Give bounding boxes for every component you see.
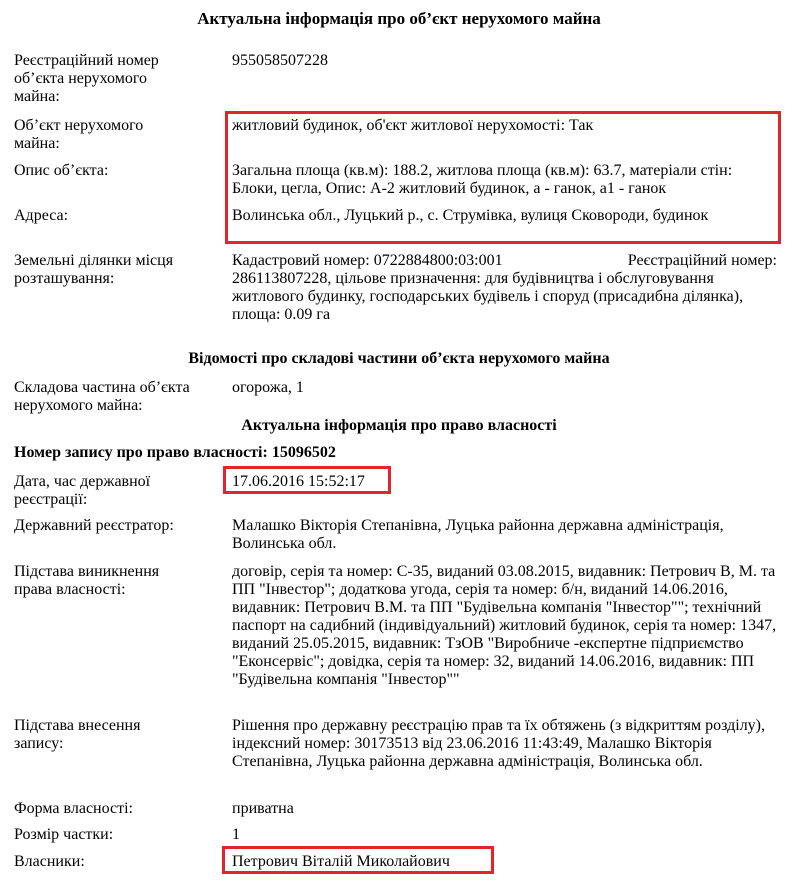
ownership-title: Актуальна інформація про право власності — [241, 417, 557, 434]
registrar-value: Малашко Вікторія Степанівна, Луцька районна державна адміністрація, Волинська обл. — [232, 517, 724, 552]
land-label: Земельні ділянки місця розташування: — [14, 252, 174, 287]
object-highlight-box — [225, 111, 781, 244]
reg-date-highlight-box — [223, 466, 391, 494]
owners-value: Петрович Віталій Миколайович — [232, 853, 450, 870]
reg-date-label: Дата, час державної реєстрації: — [14, 473, 151, 508]
reg-date-value: 17.06.2016 15:52:17 — [232, 473, 365, 490]
basis-value: договір, серія та номер: С-35, виданий 03.08.2015, видавник: Петрович В, М. та ПП "Інвестор"; додаткова угода, серія та номер: б/н, виданий 14.06.2016, видавник: Петрович В.М. та ПП "Будівельна компанія "Інвестор""; технічний паспорт на садибний (індивідуальний) житловий будинок, серія та номер: 1347, виданий 25.05.2015, видавник: ТзОВ "Виробниче -експертне підприємство "Еконсервіс"; довідка, серія та номер: 32, виданий 14.06.2016, видавник: ПП "Будівельна компанія "Інвестор"" — [232, 563, 777, 688]
owners-highlight-box — [222, 846, 494, 874]
reg-number-label: Реєстраційний номер об’єкта нерухомого майна: — [14, 52, 159, 105]
reg-number-value: 955058507228 — [232, 52, 328, 69]
entry-basis-value: Рішення про державну реєстрацію прав та їх обтяжень (з відкриттям розділу), індексний номер: 30173513 від 23.06.2016 11:43:49, Малашко Вікторія Степанівна, Луцька районна державна адміністрація, Волинська обл. — [232, 717, 765, 770]
object-value: житловий будинок, об'єкт житлової нерухомості: Так — [232, 117, 594, 134]
registrar-label: Державний реєстратор: — [14, 517, 174, 534]
object-label: Об’єкт нерухомого майна: — [14, 117, 144, 152]
land-cadastral: Кадастровий номер: 0722884800:03:001 — [232, 252, 503, 269]
description-label: Опис об’єкта: — [14, 162, 109, 179]
land-reg-label: Реєстраційний номер: — [627, 252, 777, 269]
components-title: Відомості про складові частини об’єкта нерухомого майна — [188, 350, 610, 367]
land-value — [232, 252, 777, 324]
share-value: 1 — [232, 826, 240, 843]
address-value: Волинська обл., Луцький р., с. Струмівка, вулиця Сковороди, будинок — [232, 207, 709, 224]
entry-basis-label: Підстава внесення запису: — [14, 717, 141, 752]
basis-label: Підстава виникнення права власності: — [14, 563, 160, 598]
land-details: 286113807228, цільове призначення: для будівництва і обслуговування житлового будинку, господарських будівель і споруд (присадибна ділянка), площа: 0.09 га — [232, 270, 744, 323]
description-value: Загальна площа (кв.м): 188.2, житлова площа (кв.м): 63.7, матеріали стін: Блоки, цегла, Опис: А-2 житловий будинок, а - ганок, а1 - ганок — [232, 162, 733, 197]
form-value: приватна — [232, 800, 294, 817]
component-label: Складова частина об’єкта нерухомого майна: — [14, 379, 190, 414]
form-label: Форма власності: — [14, 800, 133, 817]
page-title: Актуальна інформація про об’єкт нерухомого майна — [197, 9, 601, 28]
record-number: Номер запису про право власності: 15096502 — [14, 444, 336, 461]
share-label: Розмір частки: — [14, 826, 114, 843]
owners-label: Власники: — [14, 853, 85, 870]
component-value: огорожа, 1 — [232, 379, 304, 396]
address-label: Адреса: — [14, 207, 69, 224]
